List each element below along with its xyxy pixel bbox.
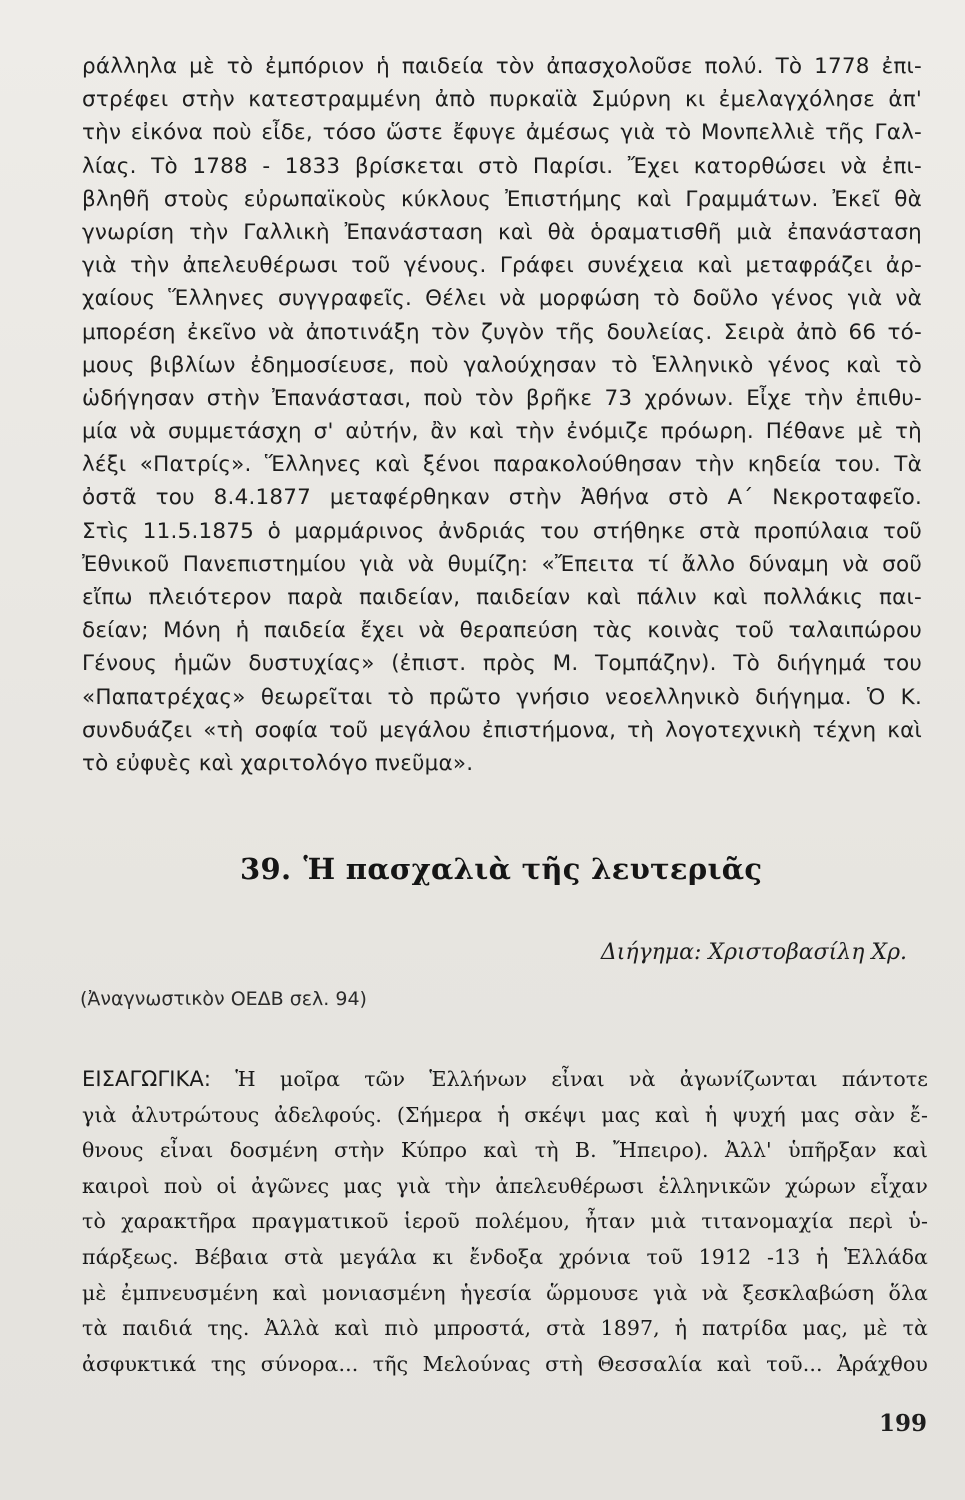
intro-line: καιροὶ ποὺ οἱ ἀγῶνες μας γιὰ τὴν ἀπελευθέρωσι ἑλληνικῶν χώρων εἶχαν	[82, 1173, 928, 1198]
text-line: βληθῆ στοὺς εὐρωπαϊκοὺς κύκλους Ἐπιστήμης καὶ Γραμμάτων. Ἐκεῖ θὰ	[82, 186, 922, 212]
intro-line: ἀσφυκτικά της σύνορα... τῆς Μελούνας στὴ Θεσσαλία καὶ τοῦ... Ἀράχθου	[82, 1351, 928, 1376]
text-line: λέξι «Πατρίς». Ἕλληνες καὶ ξένοι παρακολούθησαν τὴν κηδεία του. Τὰ	[82, 452, 922, 478]
text-line: ὀστᾶ του 8.4.1877 μεταφέρθηκαν στὴν Ἀθήνα στὸ Α΄ Νεκροταφεῖο.	[82, 485, 922, 511]
text-line: «Παπατρέχας» θεωρεῖται τὸ πρῶτο γνήσιο νεοελληνικὸ διήγημα. Ὁ Κ.	[82, 684, 922, 710]
text-line: λίας. Τὸ 1788 - 1833 βρίσκεται στὸ Παρίσι. Ἔχει κατορθώσει νὰ ἐπι-	[82, 153, 922, 179]
section-number: 39.	[240, 852, 292, 886]
intro-line: θνους εἶναι δοσμένη στὴν Κύπρο καὶ τὴ Β. Ἤπειρο). Ἀλλ' ὑπῆρξαν καὶ	[82, 1138, 928, 1163]
text-line: μία νὰ συμμετάσχη σ' αὐτήν, ἂν καὶ τὴν ἐνόμιζε πρόωρη. Πέθανε μὲ τὴ	[82, 419, 922, 445]
text-line: δείαν; Μόνη ἡ παιδεία ἔχει νὰ θεραπεύση τὰς κοινὰς τοῦ ταλαιπώρου	[82, 618, 922, 644]
intro-line: γιὰ ἀλυτρώτους ἀδελφούς. (Σήμερα ἡ σκέψι μας καὶ ἡ ψυχή μας σὰν ἔ-	[82, 1102, 928, 1127]
story-byline: Διήγημα: Χριστοβασίλη Χρ.	[600, 940, 907, 965]
text-line: μπορέση ἐκεῖνο νὰ ἀποτινάξη τὸν ζυγὸν τῆς δουλείας. Σειρὰ ἀπὸ 66 τό-	[82, 319, 922, 345]
intro-line: μὲ ἐμπνευσμένη καὶ μονιασμένη ἡγεσία ὥρμουσε γιὰ νὰ ξεσκλαβώση ὅλα	[82, 1280, 928, 1305]
source-reference: (Ἀναγνωστικὸν ΟΕΔΒ σελ. 94)	[80, 988, 367, 1010]
text-line: μους βιβλίων ἐδημοσίευσε, ποὺ γαλούχησαν τὸ Ἑλληνικὸ γένος καὶ τὸ	[82, 352, 922, 378]
page-number: 199	[878, 1410, 927, 1437]
text-line: ὡδήγησαν στὴν Ἐπανάστασι, ποὺ τὸν βρῆκε 73 χρόνων. Εἶχε τὴν ἐπιθυ-	[82, 385, 922, 411]
intro-line: τὰ παιδιά της. Ἀλλὰ καὶ πιὸ μπροστά, στὰ 1897, ἡ πατρίδα μας, μὲ τὰ	[82, 1316, 928, 1341]
intro-first-line-text: Ἡ μοῖρα τῶν Ἑλλήνων εἶναι νὰ ἀγωνίζωνται πάντοτε	[235, 1067, 928, 1091]
section-title-text: Ἡ πασχαλιὰ τῆς λευτεριᾶς	[303, 852, 763, 886]
intro-line	[82, 1062, 928, 1098]
text-line: εἴπω πλειότερον παρὰ παιδείαν, παιδείαν καὶ πάλιν καὶ πολλάκις παι-	[82, 585, 922, 610]
text-line: στρέφει στὴν κατεστραμμένη ἀπὸ πυρκαϊὰ Σμύρνη κι ἐμελαγχόλησε ἀπ'	[82, 87, 922, 113]
intro-label: ΕΙΣΑΓΩΓΙΚΑ:	[82, 1067, 212, 1091]
section-title	[240, 852, 762, 886]
text-line: γνωρίση τὴν Γαλλικὴ Ἐπανάσταση καὶ θὰ ὁραματισθῆ μιὰ ἐπανάσταση	[82, 219, 922, 245]
text-line: ράλληλα μὲ τὸ ἐμπόριον ἡ παιδεία τὸν ἀπασχολοῦσε πολύ. Τὸ 1778 ἐπι-	[82, 54, 922, 79]
text-line: χαίους Ἕλληνες συγγραφεῖς. Θέλει νὰ μορφώση τὸ δοῦλο γένος γιὰ νὰ	[82, 286, 922, 312]
text-line: τὴν εἰκόνα ποὺ εἶδε, τόσο ὥστε ἔφυγε ἀμέσως γιὰ τὸ Μονπελλιὲ τῆς Γαλ-	[82, 120, 922, 146]
intro-line: τὸ χαρακτῆρα πραγματικοῦ ἱεροῦ πολέμου, ἦταν μιὰ τιτανομαχία περὶ ὑ-	[82, 1209, 928, 1234]
text-line: Στὶς 11.5.1875 ὁ μαρμάρινος ἀνδριάς του στήθηκε στὰ προπύλαια τοῦ	[82, 518, 922, 544]
text-line: Ἐθνικοῦ Πανεπιστημίου γιὰ νὰ θυμίζη: «Ἔπειτα τί ἄλλο δύναμη νὰ σοῦ	[82, 551, 922, 577]
biography-text	[82, 50, 922, 780]
introduction-text	[82, 1062, 928, 1382]
text-line: τὸ εὐφυὲς καὶ χαριτολόγο πνεῦμα».	[82, 750, 474, 776]
text-line: Γένους ἡμῶν δυστυχίας» (ἐπιστ. πρὸς Μ. Τομπάζην). Τὸ διήγημά του	[82, 651, 922, 677]
text-line: γιὰ τὴν ἀπελευθέρωσι τοῦ γένους. Γράφει συνέχεια καὶ μεταφράζει ἀρ-	[82, 253, 922, 279]
intro-line: πάρξεως. Βέβαια στὰ μεγάλα κι ἔνδοξα χρόνια τοῦ 1912 -13 ἡ Ἑλλάδα	[82, 1244, 928, 1269]
text-line: συνδυάζει «τὴ σοφία τοῦ μεγάλου ἐπιστήμονα, τὴ λογοτεχνικὴ τέχνη καὶ	[82, 717, 922, 743]
